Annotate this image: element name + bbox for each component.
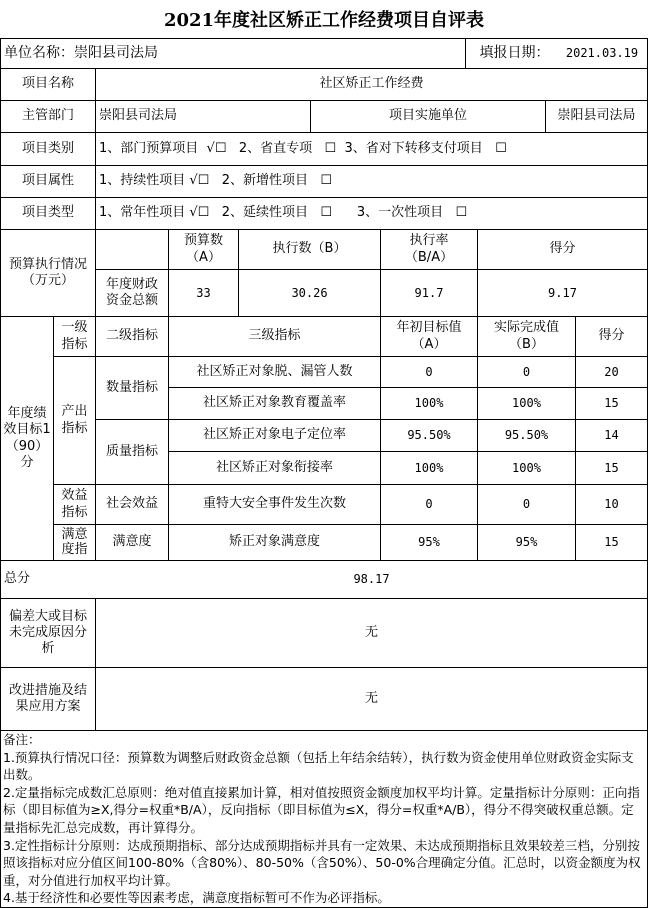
perf-header-l1: 一级指标 [61, 320, 88, 352]
indicator-score: 14 [604, 428, 619, 442]
actual-value: 95% [515, 535, 538, 549]
indicator-name: 社区矫正对象衔接率 [215, 459, 333, 475]
indicator-score: 15 [604, 460, 619, 475]
actual-value: 95.50% [504, 428, 549, 442]
target-value: 0 [425, 364, 433, 379]
budget-score-value: 9.17 [548, 285, 577, 300]
indicator-name: 矫正对象满意度 [228, 534, 320, 550]
target-value: 95% [418, 535, 440, 549]
rate-value: 91.7 [414, 285, 444, 300]
project-name: 社区矫正工作经费 [319, 76, 424, 92]
total-value: 98.17 [353, 572, 390, 586]
target-value: 100% [414, 396, 444, 410]
note-item: 1.预算执行情况口径：预算数为调整后财政资金总额（包括上年结余结转），执行数为资金使用单位财政资金实际支出数。 [3, 749, 634, 783]
indicator-name: 重特大安全事件发生次数 [202, 496, 346, 512]
category-value: 1、部门预算项目 √☐ 2、省直专项 ☐ 3、省对下转移支付项目 ☐ [99, 140, 507, 156]
deviation-label: 偏差大或目标未完成原因分析 [8, 608, 87, 657]
perf-label: 年度绩效目标1（90）分 [3, 406, 51, 470]
grid-line [465, 38, 466, 68]
improve-label: 改进措施及结果应用方案 [8, 682, 87, 714]
quality-indicator-label: 质量指标 [105, 443, 158, 459]
actual-value: 0 [522, 364, 531, 379]
indicator-name: 社区矫正对象教育覆盖率 [202, 395, 346, 411]
indicator-name: 社区矫正对象电子定位率 [202, 427, 346, 443]
satisfaction-l2-label: 满意度 [112, 534, 152, 550]
perf-header-l3: 三级指标 [248, 328, 301, 344]
notes-heading: 备注： [3, 732, 41, 747]
improve-value: 无 [364, 690, 378, 706]
total-label: 总分 [4, 571, 31, 587]
note-item: 3.定性指标计分原则：达成预期指标、部分达成预期指标并具有一定效果、未达成预期指标且效果较差三档，分别按照该指标对应分值区间100-80%（含80%）、80-50%（含50%）、50-0%合理确定分值。汇总时，以资金额度为权重，对分值进行加权平均计算。 [3, 837, 641, 888]
perf-header-l2: 二级指标 [105, 328, 158, 344]
attr-value: 1、持续性项目 √☐ 2、新增性项目 ☐ [99, 173, 333, 189]
type-label: 项目类型 [21, 205, 74, 221]
date-value: 2021.03.19 [565, 46, 639, 60]
budget-row-label: 年度财政资金总额 [105, 276, 158, 308]
target-value: 100% [414, 460, 444, 475]
perf-header-actual: 实际完成值（B） [493, 320, 559, 352]
page-title: 2021年度社区矫正工作经费项目自评表 [163, 10, 485, 31]
quantity-indicator-label: 数量指标 [105, 379, 158, 395]
exec-value: 30.26 [291, 285, 328, 300]
actual-value: 100% [512, 460, 541, 475]
budget-header-a: 预算数（A） [183, 233, 223, 265]
budget-label: 预算执行情况（万元） [8, 256, 87, 288]
perf-header-target: 年初目标值（A） [396, 320, 462, 352]
actual-value: 0 [522, 497, 531, 511]
output-indicator-label: 产出指标 [61, 404, 88, 436]
indicator-score: 15 [604, 396, 619, 410]
dept-value: 崇阳县司法局 [99, 108, 178, 124]
note-item: 4.基于经济性和必要性等因素考虑，满意度指标暂可不作为必评指标。 [3, 890, 390, 906]
project-name-label: 项目名称 [21, 76, 74, 92]
target-value: 95.50% [407, 428, 451, 442]
indicator-score: 20 [604, 364, 619, 379]
perf-header-score: 得分 [598, 328, 625, 344]
dept-label: 主管部门 [21, 108, 74, 124]
notes-section [3, 731, 645, 907]
budget-header-rate: 执行率（B/A） [404, 233, 454, 265]
category-label: 项目类别 [21, 140, 74, 156]
actual-value: 100% [512, 396, 541, 410]
satisfaction-indicator-label: 满意度指 [61, 526, 88, 557]
benefit-indicator-label: 效益指标 [61, 488, 88, 520]
impl-value: 崇阳县司法局 [557, 108, 636, 124]
budget-header-b: 执行数（B） [272, 241, 347, 257]
note-item: 2.定量指标完成数汇总原则：绝对值直接累加计算，相对值按照资金额度加权平均计算。定量指标计分原则：正向指标（即目标值为≥X,得分=权重*B/A），反向指标（即目标值为≤X，得分=权重*A/B），得分不得突破权重总额。定量指标先汇总完成数，再计算得分。 [3, 784, 640, 835]
unit-name: 单位名称：崇阳县司法局 [4, 44, 158, 61]
social-benefit-label: 社会效益 [105, 496, 158, 512]
date-label: 填报日期： [479, 44, 550, 61]
deviation-value: 无 [364, 624, 378, 640]
type-value: 1、常年性项目 √☐ 2、延续性项目 ☐ 3、一次性项目 ☐ [99, 205, 468, 221]
target-value: 0 [425, 497, 433, 511]
impl-label: 项目实施单位 [388, 108, 467, 124]
attr-label: 项目属性 [21, 173, 74, 189]
indicator-score: 10 [604, 497, 619, 511]
budget-value: 33 [196, 285, 211, 300]
indicator-name: 社区矫正对象脱、漏管人数 [196, 363, 353, 379]
budget-header-score: 得分 [549, 241, 576, 257]
indicator-score: 15 [604, 535, 619, 549]
